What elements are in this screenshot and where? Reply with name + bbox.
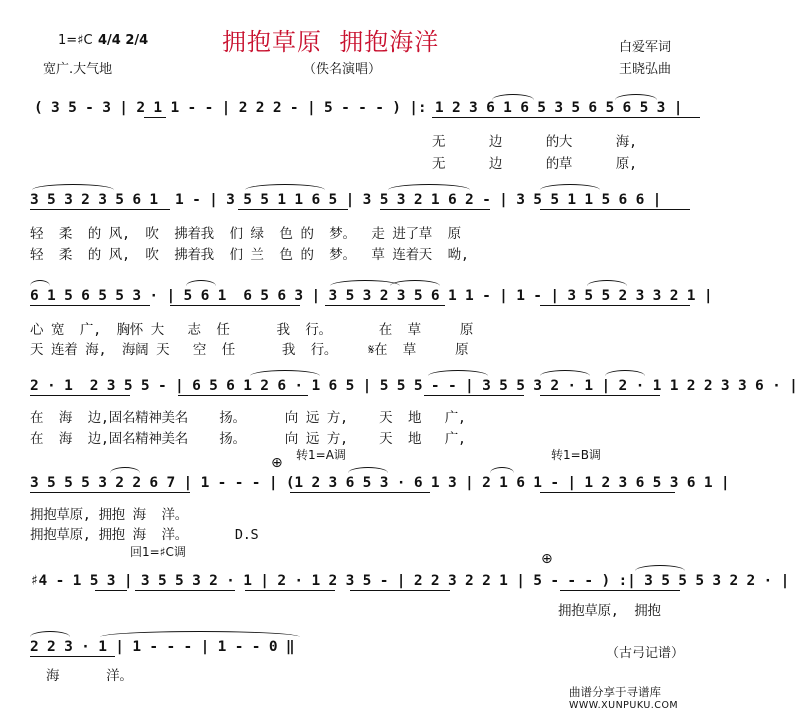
beam [144,117,166,118]
slur [540,370,590,376]
footer-site-name: 曲谱分享于寻谱库 [569,685,661,699]
tempo-marking: 宽广.大气地 [43,62,113,77]
footer-url: WWW.XUNPUKU.COM [569,700,679,711]
beam [350,590,450,591]
slur [490,467,514,473]
coda-sign: ⊕ [271,455,283,471]
key-signature: 1=♯C [58,33,93,48]
score-line-2: 3 5 3 2 3 5 6 1 1 - | 3 5 5 1 1 6 5 | 3 5 3 2 1 6 2 - | 3 5 5 1 1 5 6 6 | [30,192,662,208]
lyricist: 白爱军词 [619,40,672,55]
score-line-1: ( 3 5 - 3 | 2 1 1 - - | 2 2 2 - | 5 - - - ) |: 1 2 3 6 1 6 5 3 5 6 5 6 5 3 | [34,100,683,116]
slur [100,631,300,637]
beam [325,305,445,306]
beam [238,209,348,210]
slur [605,370,645,376]
slur [110,467,140,473]
lyrics-line-2-verse-2: 轻 柔 的 风, 吹 拂着我 们 兰 色 的 梦。 草 连着天 呦, [30,247,469,263]
beam [560,590,680,591]
slur [492,94,534,100]
slur [587,280,627,286]
key-change-b: 转1=B调 [551,448,601,462]
singer-note: （佚名演唱） [303,62,382,77]
beam [290,492,430,493]
slur [32,184,114,190]
coda-sign: ⊕ [541,551,553,567]
slur [615,94,657,100]
beam [540,492,675,493]
lyrics-line-3-verse-1: 心 宽 广, 胸怀 大 志 任 我 行。 在 草 原 [30,322,474,338]
slur [635,565,685,571]
slur [348,467,388,473]
beam [95,590,127,591]
slur [30,280,50,286]
slur [390,280,440,286]
score-line-3: 6 1 5 6 5 5 3 · | 5 6 1 6 5 6 3 | 3 5 3 2 3 5 6 1 1 - | 1 - | 3 5 5 2 3 3 2 1 | [30,288,713,304]
lyrics-line-1-verse-1: 无 边 的大 海, [432,134,637,150]
lyrics-line-4-verse-1: 在 海 边,固名精神美名 扬。 向 远 方, 天 地 广, [30,410,466,426]
composer: 王晓弘曲 [619,62,672,77]
beam [540,209,690,210]
score-line-4: 2 · 1 2 3 5 5 - | 6 5 6 1 2 6 · 1 6 5 | 5 5 5 - - | 3 5 5 3 2 · 1 | 2 · 1 1 2 2 3 3 6 · | [30,378,798,394]
beam [245,590,335,591]
lyrics-line-5-verse-2: 拥抱草原, 拥抱 海 洋。 D.S [30,527,259,543]
slur [250,370,320,376]
beam [540,395,660,396]
beam [540,305,690,306]
slur [388,184,470,190]
beam [424,395,524,396]
lyrics-line-7: 海 洋。 [46,668,133,684]
slur [428,370,488,376]
beam [380,209,490,210]
time-signature: 4/4 2/4 [98,33,149,48]
beam [170,305,300,306]
score-line-7: 2 2 3 · 1 | 1 - - - | 1 - - 0 ‖ [30,639,295,655]
lyrics-line-4-verse-2: 在 海 边,固名精神美名 扬。 向 远 方, 天 地 广, [30,431,466,447]
lyrics-line-5-verse-1: 拥抱草原, 拥抱 海 洋。 [30,507,188,523]
beam [30,492,190,493]
score-line-6: ♯4 - 1 5 3 | 3 5 5 3 2 · 1 | 2 · 1 2 3 5 - | 2 2 3 2 2 1 | 5 - - - ) :| 3 5 5 5 3 2 2 · | [30,573,790,589]
beam [30,209,170,210]
key-change-a: 转1=A调 [296,448,346,462]
source-note: （古弓记谱） [606,646,685,661]
slur [540,184,600,190]
beam [30,656,115,657]
score-line-5: 3 5 5 5 3 2 2 6 7 | 1 - - - | (1 2 3 6 5 3 · 6 1 3 | 2 1 6 1 - | 1 2 3 6 5 3 6 1 | [30,475,730,491]
song-title: 拥抱草原 拥抱海洋 [222,28,440,56]
slur [30,631,70,637]
beam [135,590,235,591]
beam [30,305,150,306]
beam [30,395,130,396]
return-key: 回1=♯C调 [130,545,186,559]
slur [186,280,216,286]
lyrics-line-1-verse-2: 无 边 的草 原, [432,156,637,172]
beam [178,395,308,396]
beam [432,117,700,118]
lyrics-line-6: 拥抱草原, 拥抱 [558,603,661,619]
lyrics-line-2-verse-1: 轻 柔 的 风, 吹 拂着我 们 绿 色 的 梦。 走 进了草 原 [30,226,461,242]
slur [245,184,325,190]
lyrics-line-3-verse-2: 天 连着 海, 海阔 天 空 任 我 行。 𝄋在 草 原 [30,342,469,358]
